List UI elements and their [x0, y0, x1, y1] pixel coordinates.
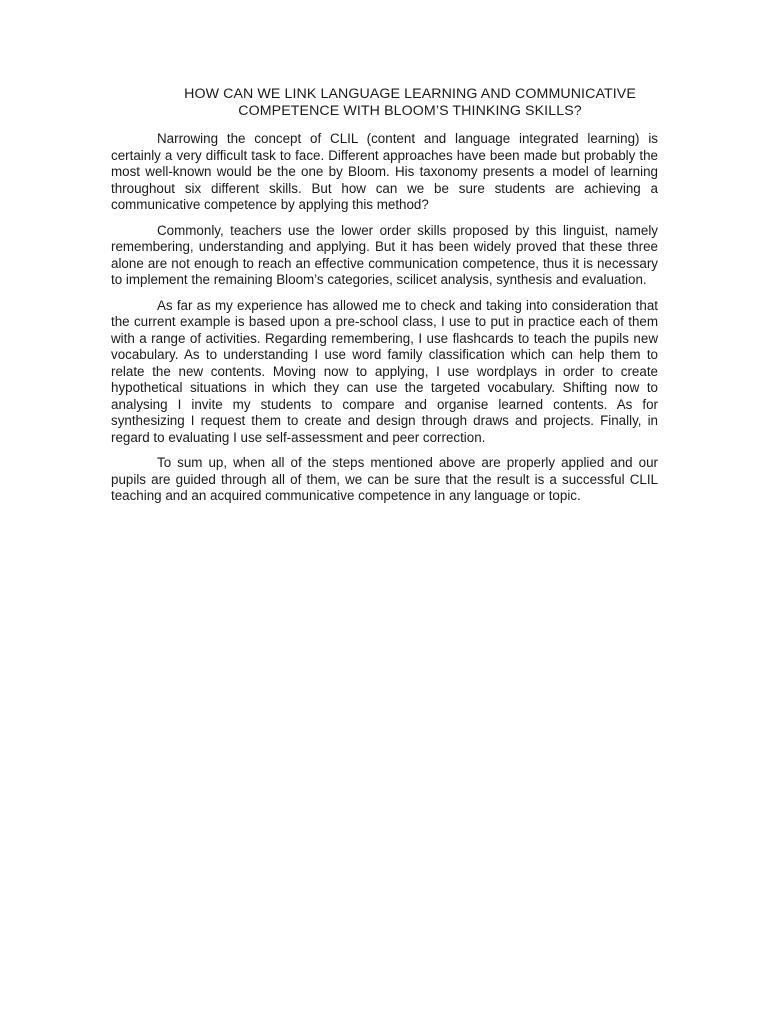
paragraph-conclusion: To sum up, when all of the steps mentioned above are properly applied and our pupils are guided through all of them, we can be sure that the result is a successful CLIL teaching and an acquired communicative competence in any language or topic. [111, 455, 658, 503]
document-body [111, 131, 658, 514]
title-line-2: COMPETENCE WITH BLOOM’S THINKING SKILLS? [238, 103, 582, 119]
title-line-1: HOW CAN WE LINK LANGUAGE LEARNING AND COMMUNICATIVE [184, 86, 636, 102]
paragraph-lower-order-skills: Commonly, teachers use the lower order skills proposed by this linguist, namely remembering, understanding and applying. But it has been widely proved that these three alone are not enough to reach an effective communication competence, thus it is necessary to implement the remaining Bloom’s categories, scilicet analysis, synthesis and evaluation. [111, 222, 658, 287]
document-title [130, 86, 690, 120]
paragraph-experience: As far as my experience has allowed me to check and taking into consideration that the current example is based upon a pre-school class, I use to put in practice each of them with a range of activities. Regarding remembering, I use flashcards to teach the pupils new vocabulary. As to understanding I use word family classification which can help them to relate the new contents. Moving now to applying, I use wordplays in order to create hypothetical situations in which they can use the targeted vocabulary. Shifting now to analysing I invite my students to compare and organise learned contents. As for synthesizing I request them to create and design through draws and projects. Finally, in regard to evaluating I use self-assessment and peer correction. [111, 297, 658, 445]
paragraph-intro: Narrowing the concept of CLIL (content and language integrated learning) is certainly a very difficult task to face. Different approaches have been made but probably the most well-known would be the one by Bloom. His taxonomy presents a model of learning throughout six different skills. But how can we be sure students are achieving a communicative competence by applying this method? [111, 131, 658, 212]
